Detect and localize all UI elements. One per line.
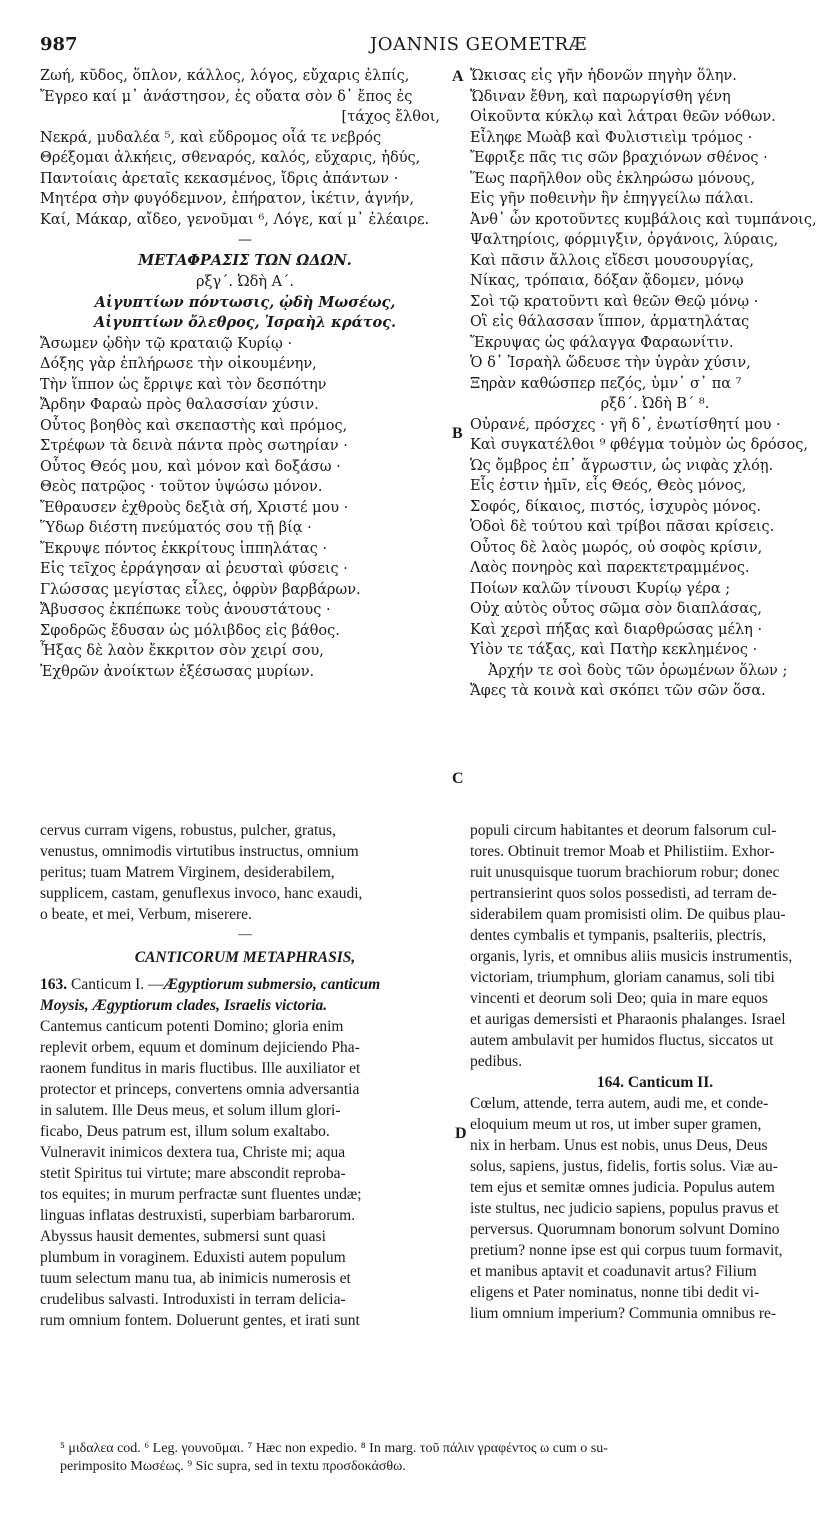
greek-line: Σοὶ τῷ κρατοῦντι καὶ θεῶν Θεῷ μόνῳ ·	[470, 293, 759, 310]
greek-line: Ἄβυσσος ἐκπέπωκε τοὺς ἀνουστάτους ·	[40, 602, 331, 618]
greek-line: Ὁ δ᾽ Ἰσραὴλ ὥδευσε τὴν ὑγρὰν χύσιν,	[470, 355, 751, 371]
greek-line: Νεκρά, μυδαλέα ⁵, καὶ εὔδρομος οἷά τε νεβρός	[40, 129, 382, 146]
greek-column-left	[40, 66, 450, 682]
greek-line: Οὗτος Θεός μου, καὶ μόνον καὶ δοξάσω ·	[40, 458, 341, 475]
greek-line: Εἶληφε Μωὰβ καὶ Φυλιστιεὶμ τρόμος ·	[470, 129, 753, 146]
latin-line: replevit orbem, equum et dominum dejiciendo Pha-	[40, 1039, 360, 1056]
footnote-line: perimposito Μωσέως. ⁹ Sic supra, sed in textu προσδοκάσθω.	[60, 1459, 406, 1474]
latin-line: ruit unusquisque tuorum brachiorum robur; donec	[470, 864, 780, 881]
greek-line: Στρέφων τὰ δεινὰ πάντα πρὸς σωτηρίαν ·	[40, 438, 348, 454]
latin-column-right	[470, 820, 840, 1324]
greek-line: Εἰς τεῖχος ἐρράγησαν αἱ ῥευσταὶ φύσεις ·	[40, 561, 348, 577]
latin-line: tores. Obtinuit tremor Moab et Philistiim. Exhor-	[470, 843, 775, 860]
latin-line: peritus; tuam Matrem Virginem, desiderabilem,	[40, 864, 335, 881]
greek-line: Ζωή, κῦδος, ὅπλον, κάλλος, λόγος, εὔχαρις ἐλπίς,	[40, 68, 410, 84]
latin-line: et manibus aptavit et coadunavit artus? Filium	[470, 1263, 757, 1280]
canticum-subtitle: Moysis, Ægyptiorum clades, Israelis victoria.	[40, 997, 328, 1014]
greek-line: Παντοίαις ἀρεταῖς κεκασμένος, ἴδρις ἁπάντων ·	[40, 170, 399, 187]
greek-line: Ὕδωρ διέστη πνεύματός σου τῇ βίᾳ ·	[40, 520, 312, 536]
greek-section-title: ΜΕΤΑΦΡΑΣΙΣ ΤΩΝ ΩΔΩΝ.	[138, 252, 352, 269]
ode-heading: ρξδ΄. Ὠδὴ Β΄ ⁸.	[600, 396, 710, 412]
greek-line: Ψαλτηρίοις, φόρμιγξιν, ὀργάνοις, λύραις,	[470, 232, 779, 248]
latin-line: dentes cymbalis et tympanis, psalteriis, plectris,	[470, 927, 767, 944]
greek-line: Ποίων καλῶν τίνουσι Κυρίῳ γέρα ;	[470, 580, 731, 597]
margin-marker-a: A	[452, 68, 464, 85]
latin-line: victoriam, triumphum, gloriam canamus, soli tibi	[470, 969, 775, 986]
latin-line: nix in herbam. Unus est nobis, unus Deus, Deus	[470, 1137, 768, 1154]
greek-line: Ὁδοὶ δὲ τούτου καὶ τρίβοι πᾶσαι κρίσεις.	[470, 519, 775, 535]
latin-line: linguas inflatas destruxisti, superbiam barbarorum.	[40, 1207, 356, 1224]
latin-line: cervus curram vigens, robustus, pulcher, gratus,	[40, 822, 336, 839]
footnote-line: ⁵ μιδαλεα cod. ⁶ Leg. γουνοῦμαι. ⁷ Hæc non expedio. ⁸ In marg. τοῦ πάλιν γραφέντος ω cum o su-	[60, 1441, 608, 1456]
margin-marker-c: C	[452, 770, 464, 787]
latin-line: o beate, et mei, Verbum, miserere.	[40, 906, 252, 923]
latin-line: venustus, omnimodis virtutibus instructus, omnium	[40, 843, 359, 860]
running-title: JOANNIS GEOMETRÆ	[370, 34, 588, 55]
greek-line: Λαὸς πονηρὸς καὶ παρεκτετραμμένος.	[470, 560, 750, 576]
greek-line: Ἀνθ᾽ ὧν κροτοῦντες κυμβάλοις καὶ τυμπάνοις,	[470, 211, 817, 228]
latin-line: pedibus.	[470, 1053, 523, 1070]
canticum-number: 163.	[40, 976, 68, 993]
latin-line: Cœlum, attende, terra autem, audi me, et conde-	[470, 1095, 769, 1112]
greek-line: Καὶ πᾶσιν ἄλλοις εἴδεσι μουσουργίας,	[470, 252, 755, 269]
greek-line: Ἐχθρῶν ἀνοίκτων ἐξέσωσας μυρίων.	[40, 663, 315, 680]
greek-line: Θρέξομαι ἀλκήεις, σθεναρός, καλός, εὔχαρις, ἡδύς,	[40, 150, 421, 166]
latin-line: eloquium meum ut ros, ut imber super gramen,	[470, 1116, 762, 1133]
greek-line: Ἄρδην Φαραὼ πρὸς θαλασσίαν χύσιν.	[40, 397, 319, 413]
latin-line: tem ejus et semitæ omnes judicia. Populus autem	[470, 1179, 775, 1196]
latin-line: siderabilem quam promisisti olim. De quibus plau-	[470, 906, 786, 923]
greek-line: Ἕως παρῆλθον οὓς ἐκληρώσω μόνους,	[470, 170, 756, 187]
greek-line: Ἀρχήν τε σοὶ δοὺς τῶν ὁρωμένων ὅλων ;	[488, 662, 788, 679]
greek-line: Οὗτος βοηθὸς καὶ σκεπαστὴς καὶ πρόμος,	[40, 417, 348, 434]
latin-line: pretium? nonne ipse est qui corpus tuum formavit,	[470, 1242, 783, 1259]
greek-line: Ἄσωμεν ᾠδὴν τῷ κραταιῷ Κυρίῳ ·	[40, 335, 293, 352]
footnotes	[60, 1440, 840, 1476]
greek-line: Ὤκισας εἰς γῆν ἡδονῶν πηγὴν ὅλην.	[470, 68, 737, 84]
latin-line: plumbum in voraginem. Eduxisti autem populum	[40, 1249, 346, 1266]
latin-line: protector et princeps, convertens omnia adversantia	[40, 1081, 360, 1098]
latin-line: Cantemus canticum potenti Domino; gloria enim	[40, 1018, 344, 1035]
canticum-heading	[40, 974, 450, 995]
page-number: 987	[40, 34, 78, 55]
latin-line: solus, sapiens, justus, fidelis, fortis solus. Viæ au-	[470, 1158, 778, 1175]
greek-line: [τάχος ἔλθοι,	[341, 109, 440, 125]
latin-line: pertransierint quos solos possedisti, ad terram de-	[470, 885, 777, 902]
latin-line: tuum selectum manu tua, ab inimicis numerosis et	[40, 1270, 351, 1287]
latin-line: in salutem. Ille Deus meus, et solum illum glori-	[40, 1102, 341, 1119]
latin-line: iste stultus, nec judicio sapiens, populus pravus et	[470, 1200, 779, 1217]
ode-subtitle: Αἰγυπτίων ὄλεθρος, Ἰσραὴλ κράτος.	[93, 314, 397, 331]
greek-line: Εἷς ἐστιν ἡμῖν, εἷς Θεός, Θεὸς μόνος,	[470, 478, 747, 494]
greek-line: Ξηρὰν καθώσπερ πεζός, ὑμν᾽ σ᾽ πα ⁷	[470, 375, 742, 392]
greek-line: Ἔφριξε πᾶς τις σῶν βραχιόνων σθένος ·	[470, 150, 768, 166]
latin-column-left	[40, 820, 450, 1331]
greek-line: Νίκας, τρόπαια, δόξαν ᾄδομεν, μόνῳ	[470, 273, 744, 289]
latin-line: vincenti et deorum soli Deo; quia in mare equos	[470, 990, 768, 1007]
latin-line: Vulneravit inimicos dextera tua, Christe mi; aqua	[40, 1144, 346, 1161]
margin-marker-d: D	[455, 1125, 467, 1142]
greek-line: Οἰκοῦντα κύκλῳ καὶ λάτραι θεῶν νόθων.	[470, 109, 776, 125]
latin-section-title: CANTICORUM METAPHRASIS,	[134, 949, 356, 966]
latin-line: stetit Spiritus tui virtute; mare abscondit reproba-	[40, 1165, 346, 1182]
canticum-subtitle: Ægyptiorum submersio, canticum	[163, 976, 381, 993]
page-header	[40, 34, 840, 58]
greek-line: Υἱὸν τε τάξας, καὶ Πατὴρ κεκλημένος ·	[470, 642, 758, 658]
ode-heading: ρξγ΄. Ὠδὴ Α΄.	[195, 274, 295, 290]
greek-line: Σοφός, δίκαιος, πιστός, ἰσχυρὸς μόνος.	[470, 498, 762, 515]
greek-line: Ἔθραυσεν ἐχθροὺς δεξιὰ σή, Χριστέ μου ·	[40, 499, 349, 516]
greek-line: Ὡς ὄμβρος ἐπ᾽ ἄγρωστιν, ὡς νιφὰς χλόῃ.	[470, 457, 774, 474]
greek-line: Γλώσσας μεγίστας εἷλες, ὀφρὺν βαρβάρων.	[40, 581, 361, 598]
latin-line: Abyssus hausit dementes, submersi sunt quasi	[40, 1228, 326, 1245]
latin-line: rum omnium fontem. Doluerunt gentes, et irati sunt	[40, 1312, 360, 1329]
canticum-heading: 164. Canticum II.	[596, 1074, 714, 1091]
latin-line: ficabo, Deus patrum est, illum solum exaltabo.	[40, 1123, 330, 1140]
greek-line: Τὴν ἵππον ὡς ἔρριψε καὶ τὸν δεσπότην	[40, 376, 327, 393]
greek-line: Οὐχ αὐτὸς οὗτος σῶμα σὸν διαπλάσας,	[470, 601, 762, 617]
latin-line: supplicem, castam, genuflexus invoco, hanc exaudi,	[40, 885, 363, 902]
ode-subtitle: Αἰγυπτίων πόντωσις, ᾠδὴ Μωσέως,	[94, 293, 396, 311]
greek-line: Καὶ συγκατέλθοι ⁹ φθέγμα τοὐμὸν ὡς δρόσος,	[470, 437, 808, 453]
section-divider: —	[238, 232, 252, 248]
section-divider: —	[238, 927, 252, 942]
greek-line: Ὤδιναν ἔθνη, καὶ παρωργίσθη γένη	[470, 88, 731, 105]
greek-line: Ἔκρυψε πόντος ἐκκρίτους ἱππηλάτας ·	[40, 540, 328, 557]
margin-marker-b: B	[452, 425, 463, 442]
greek-line: Εἰς γῆν ποθεινὴν ἣν ἐπηγγείλω πάλαι.	[470, 191, 754, 207]
greek-line: Ἔγρεο καί μ᾽ ἀνάστησον, ἐς οὔατα σὸν δ᾽ ἔπος ἐς	[40, 88, 413, 105]
greek-line: Οἳ εἰς θάλασσαν ἵππον, ἁρματηλάτας	[470, 314, 750, 330]
greek-line: Μητέρα σὴν φυγόδεμνον, ἐπήρατον, ἱκέτιν, ἁγνήν,	[40, 191, 415, 207]
latin-line: tos equites; in murum perfractæ sunt fluentes undæ;	[40, 1186, 362, 1203]
greek-line: Ἔκρυψας ὡς φάλαγγα Φαραωνίτιν.	[470, 334, 734, 351]
latin-line: perversus. Quorumnam bonorum solvunt Domino	[470, 1221, 780, 1238]
latin-line: autem ambulavit per humidos fluctus, siccatos ut	[470, 1032, 774, 1049]
latin-line: organis, lyris, et omnibus aliis musicis instrumentis,	[470, 948, 793, 965]
latin-line: lium omnium imperium? Communia omnibus re-	[470, 1305, 777, 1322]
greek-line: Καὶ χερσὶ πήξας καὶ διαρθρώσας μέλη ·	[470, 621, 763, 638]
latin-line: raonem funditus in maris fluctibus. Ille auxiliator et	[40, 1060, 361, 1077]
greek-line: Οὗτος δὲ λαὸς μωρός, οὐ σοφὸς κρίσιν,	[470, 539, 763, 556]
greek-column-right	[470, 66, 840, 702]
greek-line: Οὐρανέ, πρόσχες · γῆ δ᾽, ἐνωτίσθητί μου ·	[470, 416, 781, 433]
canticum-label: Canticum I. —	[71, 976, 164, 993]
greek-line: Δόξης γὰρ ἐπλήρωσε τὴν οἰκουμένην,	[40, 356, 317, 372]
greek-line: Ἦξας δὲ λαὸν ἔκκριτον σὸν χειρί σου,	[40, 643, 324, 659]
latin-line: populi circum habitantes et deorum falsorum cul-	[470, 822, 777, 839]
latin-line: crudelibus salvasti. Introduxisti in terram delicia-	[40, 1291, 346, 1308]
latin-line: et aurigas demersisti et Pharaonis phalanges. Israel	[470, 1011, 786, 1028]
greek-line: Θεὸς πατρῷος · τοῦτον ὑψώσω μόνον.	[40, 479, 323, 495]
greek-line: Σφοδρῶς ἔδυσαν ὡς μόλιβδος εἰς βάθος.	[40, 622, 340, 639]
greek-line: Ἄφες τὰ κοινὰ καὶ σκόπει τῶν σῶν ὅσα.	[470, 683, 766, 699]
greek-line: Καί, Μάκαρ, αἴδεο, γενοῦμαι ⁶, Λόγε, καί μ᾽ ἐλέαιρε.	[40, 211, 430, 228]
latin-line: eligens et Pater nominatus, nonne tibi dedit vi-	[470, 1284, 760, 1301]
